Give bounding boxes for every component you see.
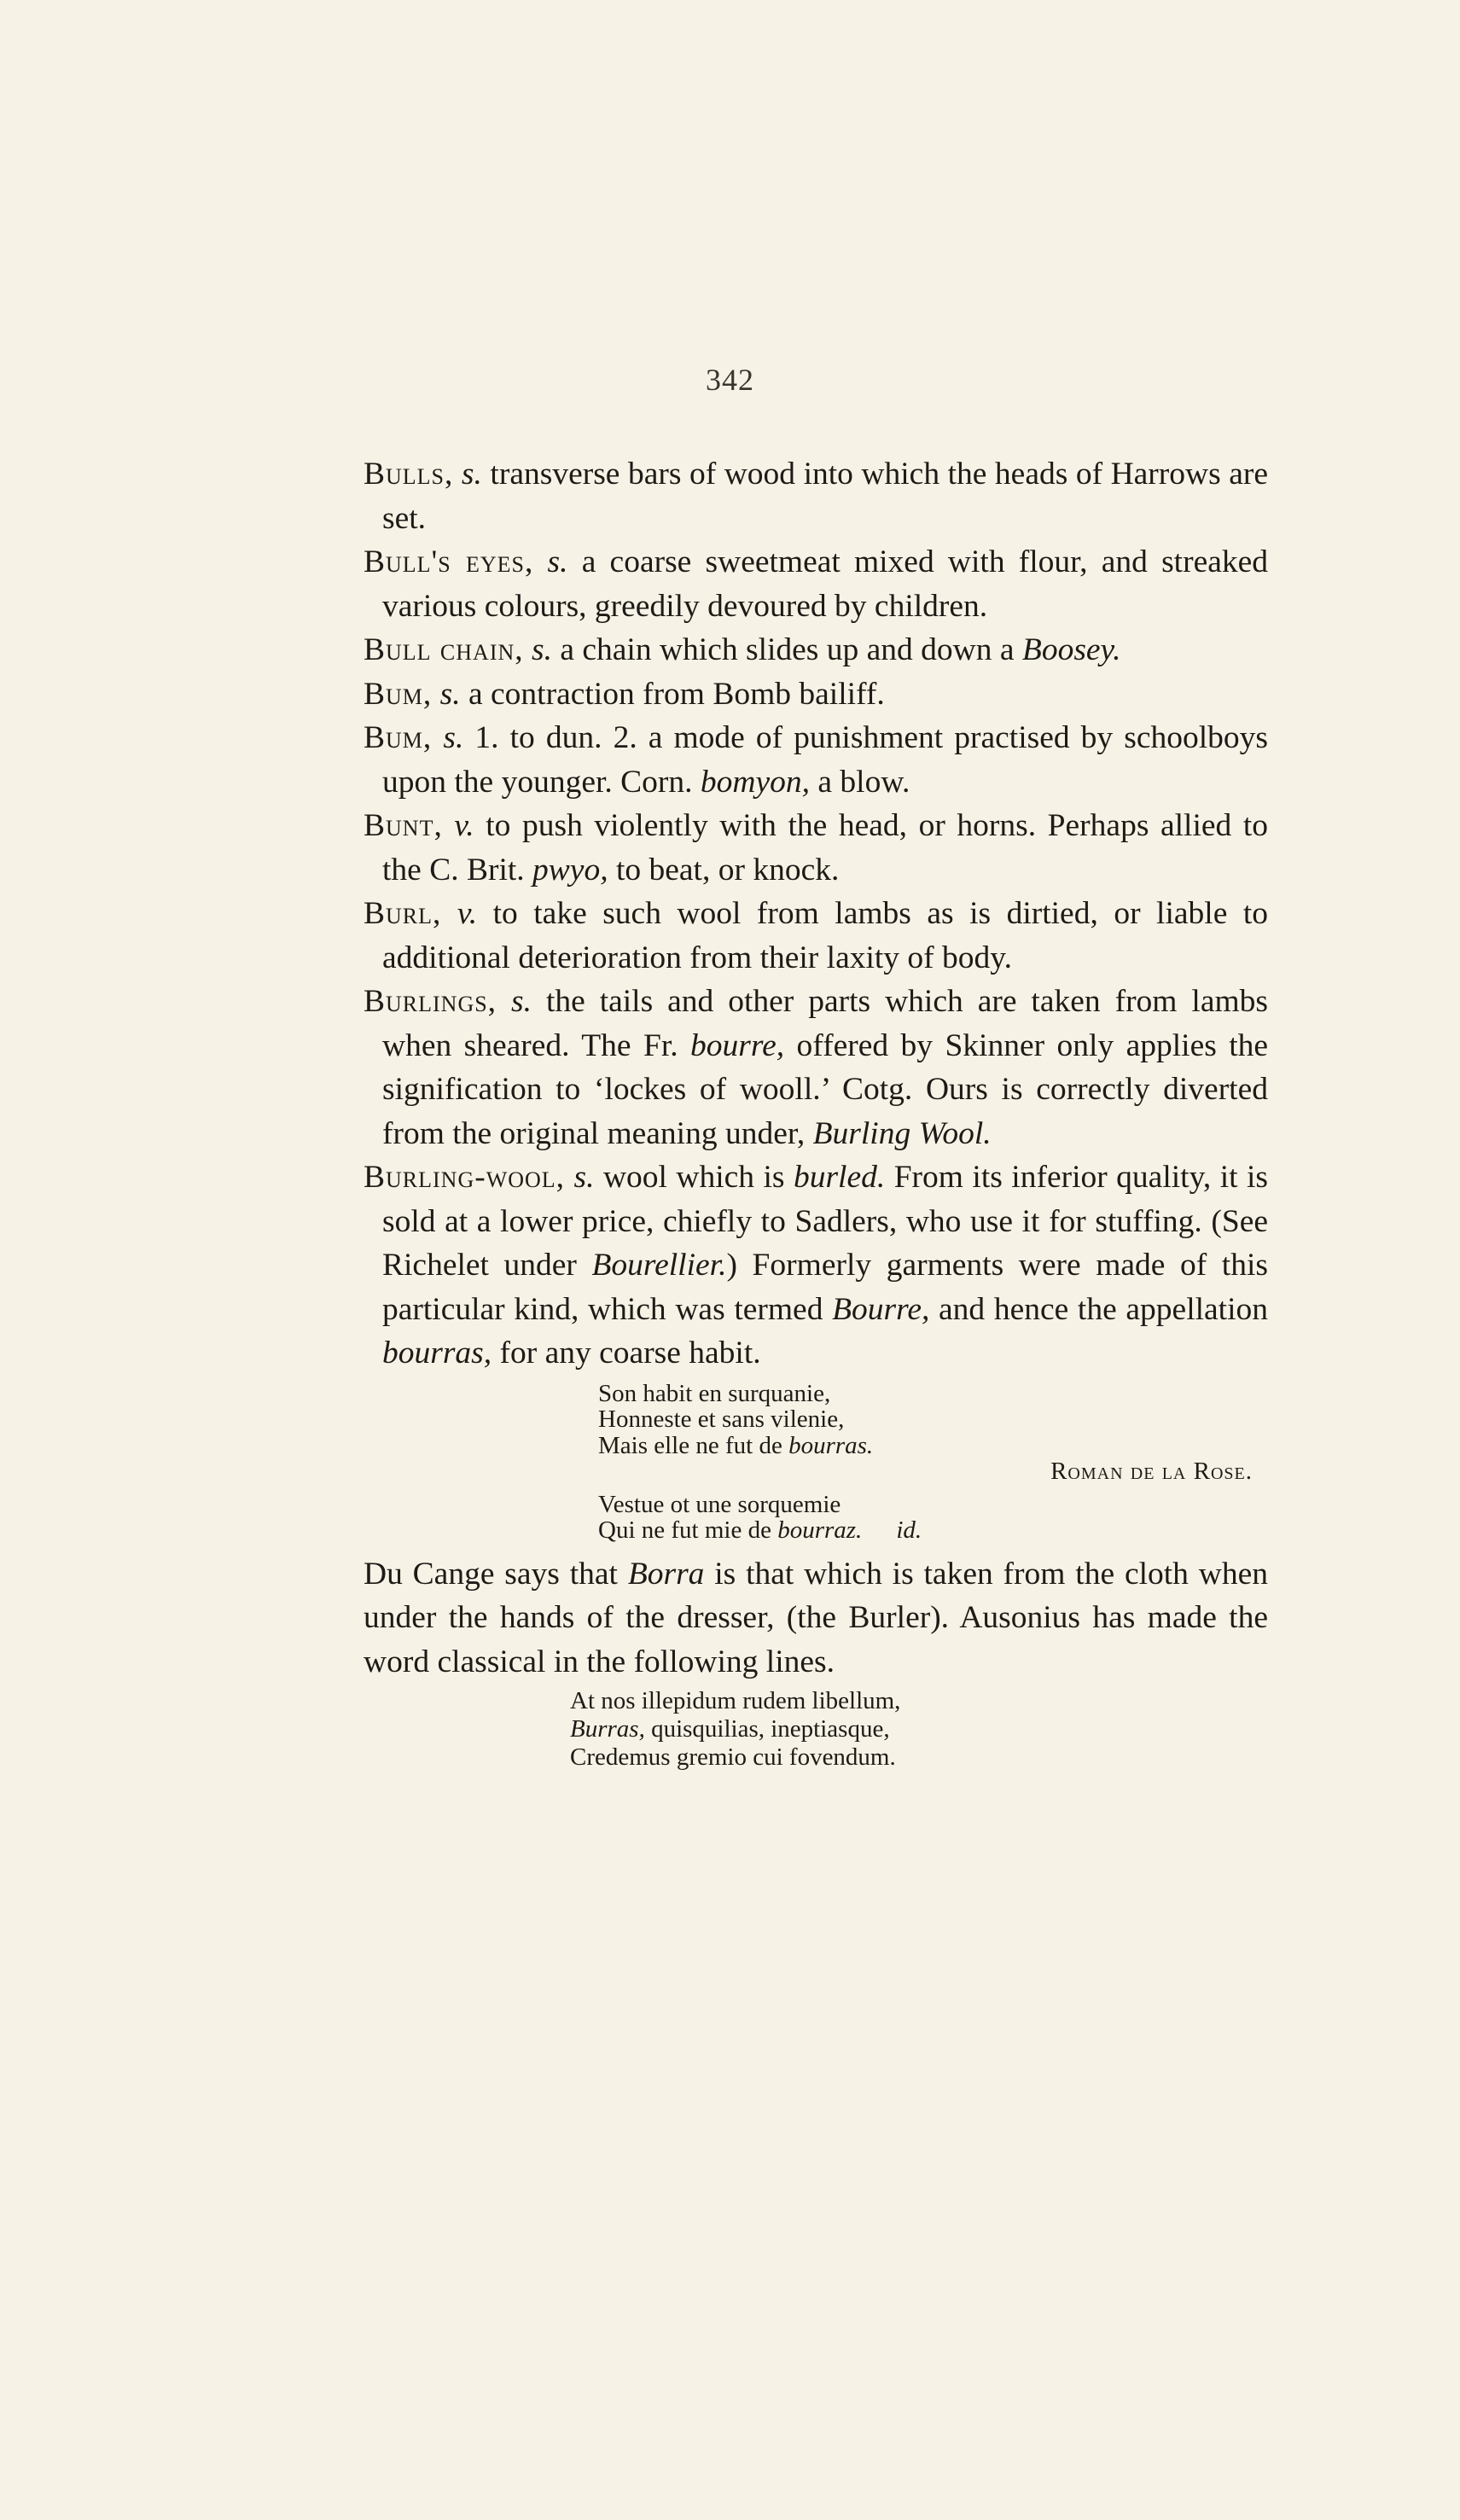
definition: a chain which slides up and down a <box>560 632 1015 667</box>
definition: the tails and other parts which are taken from lambs when sheared. The Fr. <box>382 984 1268 1063</box>
quote-attribution: Roman de la Rose. <box>1050 1458 1253 1485</box>
cross-reference: Burling Wool. <box>812 1115 992 1151</box>
part-of-speech: v. <box>457 896 478 931</box>
quote-text: Qui ne fut mie de <box>598 1516 771 1544</box>
headword: Bum, <box>364 676 433 712</box>
quotation-roman-de-la-rose <box>364 1381 1268 1544</box>
cross-reference: Boosey. <box>1021 632 1121 667</box>
headword: Bum, <box>364 720 433 755</box>
quote-line <box>570 1715 1268 1743</box>
part-of-speech: s. <box>573 1160 595 1195</box>
quotation-ausonius <box>364 1687 1268 1772</box>
cited-word: Borra <box>627 1556 705 1592</box>
paragraph-du-cange <box>364 1552 1268 1685</box>
quote-idem: id. <box>896 1516 922 1544</box>
quote-line <box>598 1517 1268 1544</box>
quote-italic: bourraz. <box>777 1516 863 1544</box>
definition: to take such wool from lambs as is dirtied, or liable to additional deterioration from their laxity of body. <box>382 896 1268 975</box>
definition: transverse bars of wood into which the heads of Harrows are set. <box>382 457 1269 536</box>
quote-line <box>598 1433 1268 1459</box>
cited-word: bourras, <box>382 1336 492 1371</box>
entry-bull-chain <box>364 628 1268 672</box>
entry-burlings <box>364 980 1268 1155</box>
entry-burl <box>364 892 1268 980</box>
cited-word: Bourellier. <box>591 1248 727 1283</box>
part-of-speech: s. <box>511 984 532 1019</box>
headword: Burling-wool, <box>364 1160 566 1195</box>
quote-italic: bourras. <box>788 1431 874 1459</box>
definition-cont: and hence the appellation <box>939 1291 1269 1327</box>
part-of-speech: v. <box>454 808 474 843</box>
part-of-speech: s. <box>547 544 568 579</box>
cited-word: bourre, <box>690 1027 785 1063</box>
quote-line: Credemus gremio cui fovendum. <box>570 1743 896 1771</box>
entry-bum-noun <box>364 672 1268 717</box>
quote-line: Vestue ot une sorquemie <box>598 1490 841 1518</box>
page-number: 342 <box>706 363 754 397</box>
definition: wool which is <box>602 1160 785 1195</box>
entry-bulls-eyes <box>364 540 1268 628</box>
headword: Burlings, <box>364 984 497 1019</box>
entry-bulls <box>364 452 1268 540</box>
paragraph-text: Du Cange says that <box>364 1556 618 1592</box>
entry-bunt <box>364 804 1268 892</box>
quote-italic: Burras, <box>570 1715 645 1743</box>
paragraph-text: is that which is taken from the cloth when under the hands of the dresser, (the Burler). Ausonius has made the word classical in the following lines. <box>364 1556 1268 1679</box>
definition: a contraction from Bomb bailiff. <box>468 676 885 712</box>
definition: to push violently with the head, or horns. Perhaps allied to the C. Brit. <box>382 808 1269 888</box>
entry-burling-wool <box>364 1155 1268 1376</box>
quote-line: At nos illepidum rudem libellum, <box>570 1687 901 1714</box>
part-of-speech: s. <box>461 457 482 492</box>
quote-text: quisquilias, ineptiasque, <box>651 1715 890 1743</box>
part-of-speech: s. <box>443 720 464 755</box>
definition-cont: to beat, or knock. <box>615 852 840 888</box>
entry-bum-second <box>364 716 1268 804</box>
cited-word: bomyon, <box>700 764 810 800</box>
quote-line: Honneste et sans vilenie, <box>598 1405 845 1433</box>
definition-cont: From its inferior quality, it is sold at a lower price, chiefly to Sadlers, who use it for stuffing. (See Richelet under <box>382 1160 1269 1283</box>
cited-word: burled. <box>793 1160 886 1195</box>
definition: a coarse sweetmeat mixed with flour, and streaked various colours, greedily devoured by children. <box>382 544 1268 624</box>
cited-word: Bourre, <box>832 1291 930 1327</box>
definition-cont: for any coarse habit. <box>499 1336 761 1371</box>
part-of-speech: s. <box>532 632 552 667</box>
headword: Burl, <box>364 896 442 931</box>
headword: Bull chain, <box>364 632 524 667</box>
definition-cont: offered by Skinner only applies the signification to ‘lockes of wooll.’ Cotg. Ours is correctly diverted from the original meaning under, <box>382 1027 1269 1151</box>
headword: Bulls, <box>364 457 454 492</box>
cited-word: pwyo, <box>532 852 608 888</box>
glossary-text <box>364 452 1268 1772</box>
quote-line: Son habit en surquanie, <box>598 1379 831 1407</box>
definition-cont: ) Formerly garments were made of this particular kind, which was termed <box>382 1248 1268 1327</box>
definition: 1. to dun. 2. a mode of punishment practised by schoolboys upon the younger. Corn. <box>382 720 1268 800</box>
headword: Bunt, <box>364 808 443 843</box>
part-of-speech: s. <box>439 676 461 712</box>
headword: Bull's eyes, <box>364 544 534 579</box>
definition-cont: a blow. <box>817 764 910 800</box>
quote-text: Mais elle ne fut de <box>598 1431 782 1459</box>
